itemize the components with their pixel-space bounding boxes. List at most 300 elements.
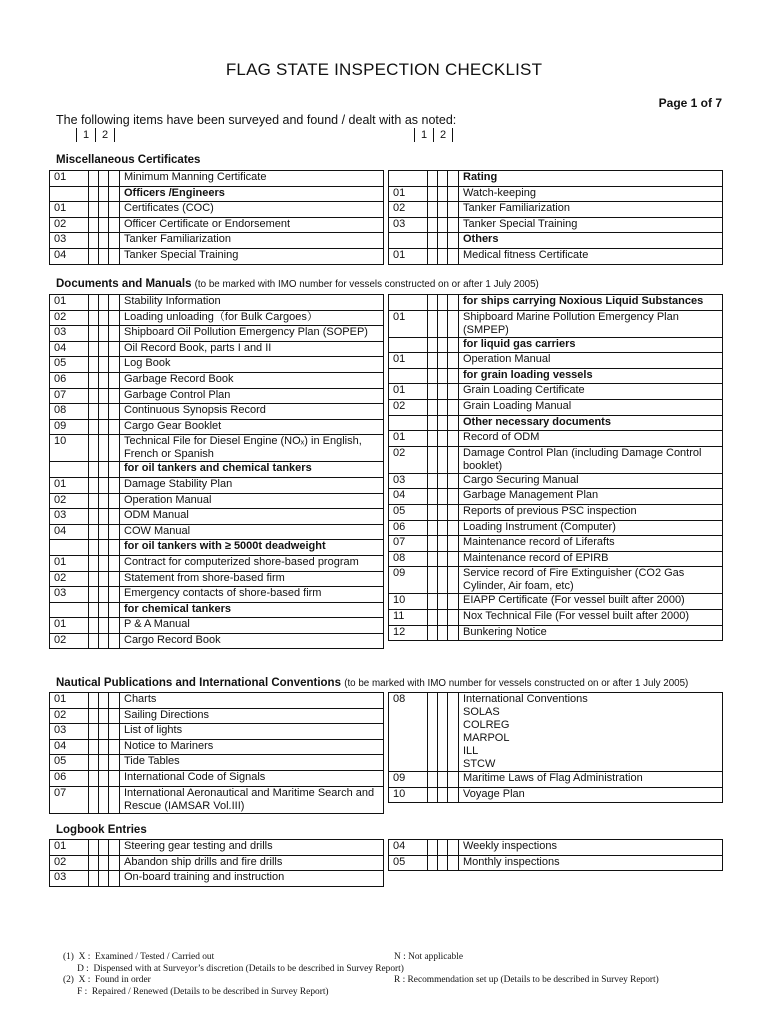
check-box-col1[interactable]: [89, 708, 99, 724]
check-box-col1[interactable]: [428, 171, 438, 187]
table-row: [50, 372, 384, 388]
check-box-col2[interactable]: [99, 571, 109, 587]
item-label: Rating: [459, 171, 723, 187]
item-label: Oil Record Book, parts I and II: [120, 341, 384, 357]
item-number: [389, 233, 428, 249]
check-box-col1[interactable]: [428, 337, 438, 353]
item-label: Continuous Synopsis Record: [120, 404, 384, 420]
item-label: Monthly inspections: [459, 855, 723, 871]
check-box-col1[interactable]: [89, 493, 99, 509]
check-box-col1[interactable]: [428, 772, 438, 788]
check-box-col1[interactable]: [89, 248, 99, 264]
item-number: 06: [50, 372, 89, 388]
check-box-col2[interactable]: [99, 404, 109, 420]
spacer-cell: [109, 840, 120, 856]
check-box-col1[interactable]: [89, 587, 99, 603]
check-box-col1[interactable]: [428, 310, 438, 337]
spacer-cell: [109, 555, 120, 571]
item-label: Cargo Record Book: [120, 633, 384, 649]
item-label: Emergency contacts of shore-based firm: [120, 587, 384, 603]
spacer-cell: [109, 602, 120, 618]
check-box-col2[interactable]: [438, 217, 448, 233]
item-label: List of lights: [120, 724, 384, 740]
check-box-col1[interactable]: [89, 388, 99, 404]
item-number: 07: [50, 786, 89, 813]
spacer-cell: [448, 295, 459, 311]
check-box-col1[interactable]: [89, 739, 99, 755]
check-box-col2[interactable]: [99, 840, 109, 856]
table-row: [389, 171, 723, 187]
item-number: 02: [50, 633, 89, 649]
item-number: 05: [50, 755, 89, 771]
table-row: [50, 310, 384, 326]
check-box-col1[interactable]: [428, 384, 438, 400]
check-box-col2[interactable]: [438, 337, 448, 353]
spacer-cell: [109, 217, 120, 233]
check-box-col1[interactable]: [428, 489, 438, 505]
check-box-col1[interactable]: [89, 372, 99, 388]
item-number: 01: [50, 840, 89, 856]
item-label: for grain loading vessels: [459, 368, 723, 384]
item-label: Garbage Management Plan: [459, 489, 723, 505]
section-heading-misc: [56, 154, 200, 166]
check-box-col2[interactable]: [438, 772, 448, 788]
section-heading-naut: [56, 677, 688, 689]
spacer-cell: [448, 551, 459, 567]
table-row: [389, 772, 723, 788]
column-header-right: [414, 127, 453, 142]
check-box-col1[interactable]: [89, 310, 99, 326]
table-row: [50, 435, 384, 462]
spacer-cell: [448, 772, 459, 788]
item-label: Weekly inspections: [459, 840, 723, 856]
item-label: Contract for computerized shore-based program: [120, 555, 384, 571]
check-box-col2[interactable]: [99, 310, 109, 326]
item-label: for ships carrying Noxious Liquid Substances: [459, 295, 723, 311]
spacer-cell: [109, 770, 120, 786]
item-number: 04: [50, 524, 89, 540]
item-label: Charts: [120, 693, 384, 709]
spacer-cell: [448, 594, 459, 610]
check-box-col2[interactable]: [99, 248, 109, 264]
section-title: Logbook Entries: [56, 824, 147, 836]
column-1-label: 1: [76, 128, 95, 142]
legend-line: (2) X : Found in order: [63, 975, 151, 985]
spacer-cell: [109, 357, 120, 373]
table-row: [50, 739, 384, 755]
item-number: 01: [50, 477, 89, 493]
spacer-cell: [109, 618, 120, 634]
table-row: [50, 855, 384, 871]
table-row: [389, 233, 723, 249]
item-number: [50, 462, 89, 478]
item-number: 04: [389, 840, 428, 856]
item-label: Abandon ship drills and fire drills: [120, 855, 384, 871]
check-box-col1[interactable]: [428, 594, 438, 610]
item-label: Tanker Familiarization: [120, 233, 384, 249]
table-row: [389, 248, 723, 264]
item-label: Statement from shore-based firm: [120, 571, 384, 587]
check-box-col1[interactable]: [89, 770, 99, 786]
spacer-cell: [109, 493, 120, 509]
check-box-col2[interactable]: [438, 536, 448, 552]
item-label: Damage Control Plan (including Damage Control booklet): [459, 446, 723, 473]
item-label: Nox Technical File (For vessel built after 2000): [459, 609, 723, 625]
table-row: [389, 489, 723, 505]
check-box-col2[interactable]: [438, 551, 448, 567]
check-box-col1[interactable]: [428, 855, 438, 871]
item-number: 04: [50, 739, 89, 755]
spacer-cell: [448, 625, 459, 641]
check-box-col1[interactable]: [428, 202, 438, 218]
check-box-col2[interactable]: [438, 248, 448, 264]
check-box-col1[interactable]: [428, 233, 438, 249]
check-box-col2[interactable]: [99, 462, 109, 478]
check-box-col1[interactable]: [428, 415, 438, 431]
check-box-col1[interactable]: [89, 633, 99, 649]
item-label: Technical File for Diesel Engine (NOₓ) in English, French or Spanish: [120, 435, 384, 462]
spacer-cell: [448, 171, 459, 187]
table-row: [50, 186, 384, 202]
table-row: [50, 840, 384, 856]
check-box-col2[interactable]: [99, 855, 109, 871]
check-box-col2[interactable]: [438, 855, 448, 871]
spacer-cell: [109, 739, 120, 755]
check-box-col2[interactable]: [438, 504, 448, 520]
check-box-col1[interactable]: [89, 295, 99, 311]
check-box-col1[interactable]: [89, 217, 99, 233]
table-row: [50, 217, 384, 233]
table-row: [50, 602, 384, 618]
spacer-cell: [448, 693, 459, 772]
check-box-col2[interactable]: [438, 295, 448, 311]
spacer-cell: [109, 855, 120, 871]
check-box-col1[interactable]: [89, 724, 99, 740]
item-label: Maritime Laws of Flag Administration: [459, 772, 723, 788]
check-box-col2[interactable]: [99, 602, 109, 618]
table-row: [50, 493, 384, 509]
check-box-col1[interactable]: [89, 462, 99, 478]
item-number: 03: [389, 473, 428, 489]
log-left-table: [49, 839, 384, 887]
check-box-col2[interactable]: [99, 493, 109, 509]
check-box-col1[interactable]: [428, 504, 438, 520]
check-box-col2[interactable]: [99, 755, 109, 771]
item-number: 01: [50, 618, 89, 634]
section-heading-log: [56, 824, 147, 836]
table-row: [389, 217, 723, 233]
table-row: [50, 388, 384, 404]
check-box-col2[interactable]: [438, 594, 448, 610]
check-box-col2[interactable]: [438, 368, 448, 384]
check-box-col2[interactable]: [99, 540, 109, 556]
item-label: for chemical tankers: [120, 602, 384, 618]
check-box-col2[interactable]: [99, 295, 109, 311]
check-box-col1[interactable]: [89, 171, 99, 187]
column-1-label: 1: [414, 128, 433, 142]
table-row: [50, 248, 384, 264]
table-row: [50, 540, 384, 556]
spacer-cell: [109, 435, 120, 462]
spacer-cell: [448, 310, 459, 337]
check-box-col2[interactable]: [438, 473, 448, 489]
spacer-cell: [109, 341, 120, 357]
check-box-col1[interactable]: [89, 419, 99, 435]
spacer-cell: [109, 786, 120, 813]
item-label: Service record of Fire Extinguisher (CO2 Gas Cylinder, Air foam, etc): [459, 567, 723, 594]
item-number: 03: [50, 724, 89, 740]
item-label: P & A Manual: [120, 618, 384, 634]
check-box-col2[interactable]: [438, 625, 448, 641]
check-box-col2[interactable]: [99, 233, 109, 249]
check-box-col2[interactable]: [438, 446, 448, 473]
spacer-cell: [109, 540, 120, 556]
check-box-col1[interactable]: [428, 295, 438, 311]
table-row: [50, 693, 384, 709]
check-box-col2[interactable]: [99, 217, 109, 233]
spacer-cell: [109, 477, 120, 493]
check-box-col2[interactable]: [99, 357, 109, 373]
check-box-col1[interactable]: [89, 435, 99, 462]
column-2-label: 2: [433, 128, 453, 142]
item-number: [50, 186, 89, 202]
check-box-col1[interactable]: [428, 186, 438, 202]
check-box-col2[interactable]: [438, 384, 448, 400]
check-box-col1[interactable]: [89, 693, 99, 709]
naut-right-table: [388, 692, 723, 803]
item-label: Operation Manual: [120, 493, 384, 509]
spacer-cell: [448, 353, 459, 369]
check-box-col1[interactable]: [89, 509, 99, 525]
check-box-col2[interactable]: [99, 871, 109, 887]
item-number: 08: [389, 551, 428, 567]
check-box-col1[interactable]: [89, 855, 99, 871]
check-box-col2[interactable]: [438, 840, 448, 856]
check-box-col1[interactable]: [428, 787, 438, 803]
spacer-cell: [109, 587, 120, 603]
table-row: [389, 625, 723, 641]
table-row: [389, 186, 723, 202]
check-box-col1[interactable]: [89, 357, 99, 373]
check-box-col1[interactable]: [428, 217, 438, 233]
table-row: [50, 404, 384, 420]
table-row: [389, 202, 723, 218]
check-box-col1[interactable]: [428, 446, 438, 473]
item-number: 02: [50, 493, 89, 509]
spacer-cell: [448, 217, 459, 233]
check-box-col1[interactable]: [428, 551, 438, 567]
spacer-cell: [448, 186, 459, 202]
check-box-col1[interactable]: [89, 341, 99, 357]
check-box-col1[interactable]: [428, 840, 438, 856]
check-box-col2[interactable]: [438, 202, 448, 218]
check-box-col1[interactable]: [428, 536, 438, 552]
check-box-col2[interactable]: [99, 524, 109, 540]
check-box-col2[interactable]: [438, 787, 448, 803]
item-label: Steering gear testing and drills: [120, 840, 384, 856]
table-row: [50, 571, 384, 587]
spacer-cell: [109, 202, 120, 218]
item-label: Cargo Gear Booklet: [120, 419, 384, 435]
check-box-col1[interactable]: [89, 524, 99, 540]
legend-line: F : Repaired / Renewed (Details to be described in Survey Report): [63, 986, 329, 997]
item-number: 03: [50, 509, 89, 525]
check-box-col1[interactable]: [89, 404, 99, 420]
check-box-col2[interactable]: [438, 171, 448, 187]
check-box-col2[interactable]: [99, 509, 109, 525]
check-box-col1[interactable]: [428, 567, 438, 594]
check-box-col2[interactable]: [438, 693, 448, 772]
check-box-col2[interactable]: [99, 770, 109, 786]
table-row: [50, 724, 384, 740]
check-box-col2[interactable]: [99, 708, 109, 724]
table-row: [389, 787, 723, 803]
check-box-col2[interactable]: [438, 186, 448, 202]
item-number: 01: [50, 202, 89, 218]
check-box-col2[interactable]: [438, 310, 448, 337]
item-label: Loading Instrument (Computer): [459, 520, 723, 536]
item-number: 03: [389, 217, 428, 233]
check-box-col1[interactable]: [89, 186, 99, 202]
check-box-col1[interactable]: [89, 786, 99, 813]
check-box-col2[interactable]: [99, 477, 109, 493]
check-box-col1[interactable]: [89, 871, 99, 887]
column-2-label: 2: [95, 128, 115, 142]
check-box-col2[interactable]: [438, 520, 448, 536]
check-box-col1[interactable]: [89, 755, 99, 771]
check-box-col1[interactable]: [89, 202, 99, 218]
check-box-col1[interactable]: [89, 840, 99, 856]
spacer-cell: [448, 504, 459, 520]
check-box-col1[interactable]: [428, 473, 438, 489]
check-box-col2[interactable]: [438, 609, 448, 625]
check-box-col2[interactable]: [99, 388, 109, 404]
table-row: [389, 567, 723, 594]
spacer-cell: [448, 473, 459, 489]
spacer-cell: [448, 609, 459, 625]
item-number: 09: [389, 567, 428, 594]
spacer-cell: [109, 724, 120, 740]
item-number: [389, 295, 428, 311]
item-number: 05: [389, 504, 428, 520]
check-box-col2[interactable]: [99, 171, 109, 187]
item-number: 03: [50, 871, 89, 887]
item-label: Damage Stability Plan: [120, 477, 384, 493]
spacer-cell: [109, 524, 120, 540]
item-number: 08: [389, 693, 428, 772]
item-number: 05: [50, 357, 89, 373]
check-box-col2[interactable]: [438, 567, 448, 594]
check-box-col1[interactable]: [89, 618, 99, 634]
check-box-col2[interactable]: [438, 233, 448, 249]
table-row: [389, 473, 723, 489]
table-row: [50, 326, 384, 342]
section-title: Miscellaneous Certificates: [56, 154, 201, 166]
check-box-col2[interactable]: [99, 555, 109, 571]
check-box-col1[interactable]: [428, 625, 438, 641]
check-box-col1[interactable]: [89, 326, 99, 342]
check-box-col2[interactable]: [99, 739, 109, 755]
item-label: International Code of Signals: [120, 770, 384, 786]
spacer-cell: [109, 693, 120, 709]
table-row: [50, 295, 384, 311]
check-box-col2[interactable]: [99, 419, 109, 435]
check-box-col2[interactable]: [99, 693, 109, 709]
misc-right-table: [388, 170, 723, 265]
check-box-col1[interactable]: [89, 555, 99, 571]
check-box-col1[interactable]: [428, 520, 438, 536]
table-row: [50, 202, 384, 218]
check-box-col2[interactable]: [99, 435, 109, 462]
item-label: Garbage Record Book: [120, 372, 384, 388]
table-row: [389, 384, 723, 400]
item-label: Grain Loading Manual: [459, 399, 723, 415]
item-number: 02: [50, 708, 89, 724]
item-label: for liquid gas carriers: [459, 337, 723, 353]
spacer-cell: [109, 388, 120, 404]
table-row: [389, 431, 723, 447]
item-label: Bunkering Notice: [459, 625, 723, 641]
check-box-col2[interactable]: [99, 724, 109, 740]
table-row: [50, 357, 384, 373]
item-number: 02: [389, 202, 428, 218]
check-box-col1[interactable]: [428, 368, 438, 384]
check-box-col1[interactable]: [428, 609, 438, 625]
item-number: 04: [50, 341, 89, 357]
check-box-col1[interactable]: [428, 693, 438, 772]
check-box-col2[interactable]: [99, 618, 109, 634]
check-box-col1[interactable]: [428, 248, 438, 264]
table-row: [50, 233, 384, 249]
table-row: [389, 295, 723, 311]
spacer-cell: [448, 431, 459, 447]
item-number: 08: [50, 404, 89, 420]
table-row: [389, 399, 723, 415]
check-box-col2[interactable]: [438, 489, 448, 505]
check-box-col1[interactable]: [89, 233, 99, 249]
item-label: Cargo Securing Manual: [459, 473, 723, 489]
table-row: [389, 368, 723, 384]
check-box-col2[interactable]: [438, 353, 448, 369]
item-label: Reports of previous PSC inspection: [459, 504, 723, 520]
check-box-col1[interactable]: [89, 540, 99, 556]
check-box-col1[interactable]: [428, 353, 438, 369]
item-number: 09: [50, 419, 89, 435]
check-box-col2[interactable]: [99, 372, 109, 388]
item-number: [50, 540, 89, 556]
table-row: [50, 755, 384, 771]
check-box-col2[interactable]: [99, 186, 109, 202]
check-box-col2[interactable]: [99, 633, 109, 649]
check-box-col2[interactable]: [438, 415, 448, 431]
check-box-col2[interactable]: [438, 431, 448, 447]
item-number: 01: [389, 384, 428, 400]
spacer-cell: [109, 326, 120, 342]
check-box-col1[interactable]: [428, 431, 438, 447]
check-box-col2[interactable]: [99, 326, 109, 342]
check-box-col1[interactable]: [428, 399, 438, 415]
check-box-col1[interactable]: [89, 602, 99, 618]
check-box-col1[interactable]: [89, 477, 99, 493]
check-box-col1[interactable]: [89, 571, 99, 587]
check-box-col2[interactable]: [99, 786, 109, 813]
check-box-col2[interactable]: [99, 202, 109, 218]
check-box-col2[interactable]: [99, 341, 109, 357]
check-box-col2[interactable]: [438, 399, 448, 415]
table-row: [389, 310, 723, 337]
spacer-cell: [109, 708, 120, 724]
check-box-col2[interactable]: [99, 587, 109, 603]
